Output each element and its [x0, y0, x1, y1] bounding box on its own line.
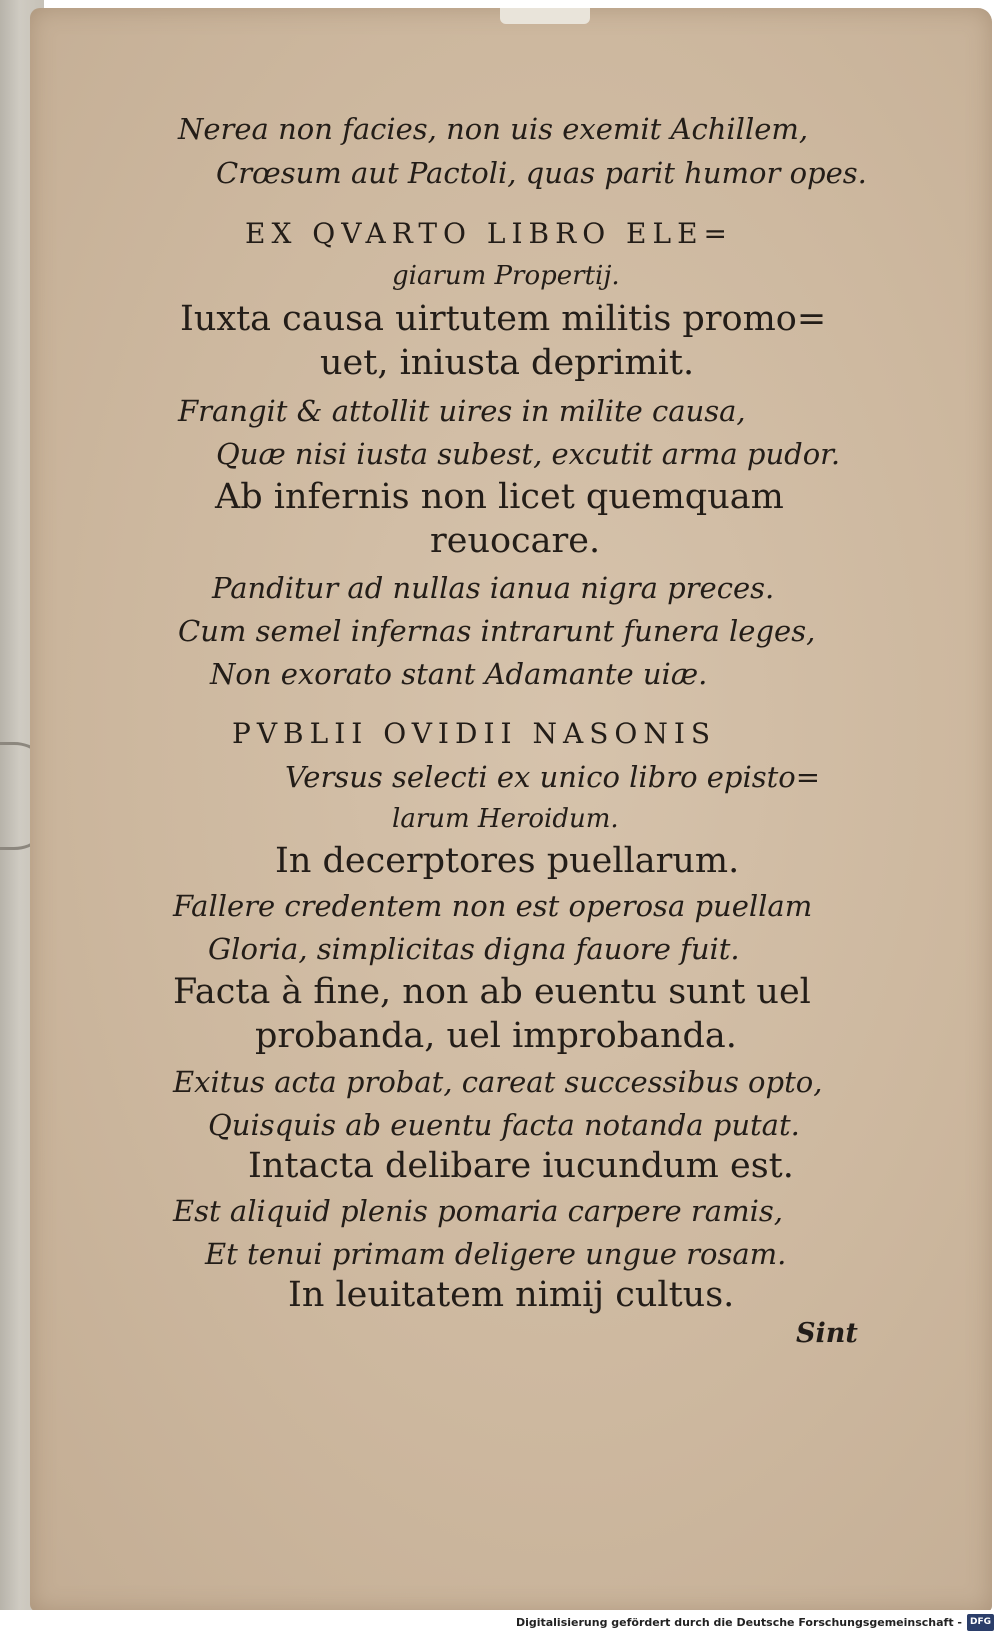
verse-line: Fallere credentem non est operosa puellam: [173, 889, 813, 923]
footer: [0, 1610, 1000, 1638]
heading-line: probanda, uel improbanda.: [255, 1016, 737, 1056]
verse-line: Cum semel infernas intrarunt funera leges,: [178, 614, 816, 648]
heading-line: Ab infernis non licet quemquam: [215, 477, 784, 517]
heading-line: Iuxta causa uirtutem militis promo=: [180, 299, 827, 339]
section-subheading: larum Heroidum.: [392, 804, 619, 834]
verse-line: Frangit & attollit uires in milite causa,: [178, 394, 746, 428]
heading-line: reuocare.: [430, 521, 601, 561]
page-tab: [500, 8, 590, 24]
catchword: Sint: [796, 1318, 858, 1349]
verse-line: Est aliquid plenis pomaria carpere ramis,: [173, 1194, 783, 1228]
verse-line: Exitus acta probat, careat successibus opto,: [173, 1065, 823, 1099]
verse-line: Quisquis ab euentu facta notanda putat.: [208, 1108, 800, 1142]
dfg-logo: DFG: [967, 1614, 994, 1631]
section-heading: EX QVARTO LIBRO ELE=: [245, 217, 733, 250]
heading-line: Facta à fine, non ab euentu sunt uel: [173, 972, 811, 1012]
heading-line: In decerptores puellarum.: [275, 841, 740, 881]
verse-line: Nerea non facies, non uis exemit Achillem,: [178, 112, 809, 146]
heading-line: Intacta delibare iucundum est.: [248, 1146, 794, 1186]
verse-line: Crœsum aut Pactoli, quas parit humor opes.: [216, 156, 867, 190]
section-subheading: giarum Propertij.: [392, 261, 620, 291]
heading-line: uet, iniusta deprimit.: [320, 343, 695, 383]
book-page: [30, 8, 992, 1612]
verse-line: Panditur ad nullas ianua nigra preces.: [212, 571, 775, 605]
verse-line: Et tenui primam deligere ungue rosam.: [205, 1237, 787, 1271]
footer-credit: Digitalisierung gefördert durch die Deutsche Forschungsgemeinschaft -: [515, 1616, 962, 1629]
section-subheading: Versus selecti ex unico libro episto=: [285, 760, 821, 794]
section-heading: PVBLII OVIDII NASONIS: [232, 717, 717, 750]
verse-line: Non exorato stant Adamante uiæ.: [210, 657, 708, 691]
verse-line: Gloria, simplicitas digna fauore fuit.: [208, 932, 740, 966]
verse-line: Quæ nisi iusta subest, excutit arma pudor.: [216, 437, 841, 471]
heading-line: In leuitatem nimij cultus.: [288, 1275, 735, 1315]
